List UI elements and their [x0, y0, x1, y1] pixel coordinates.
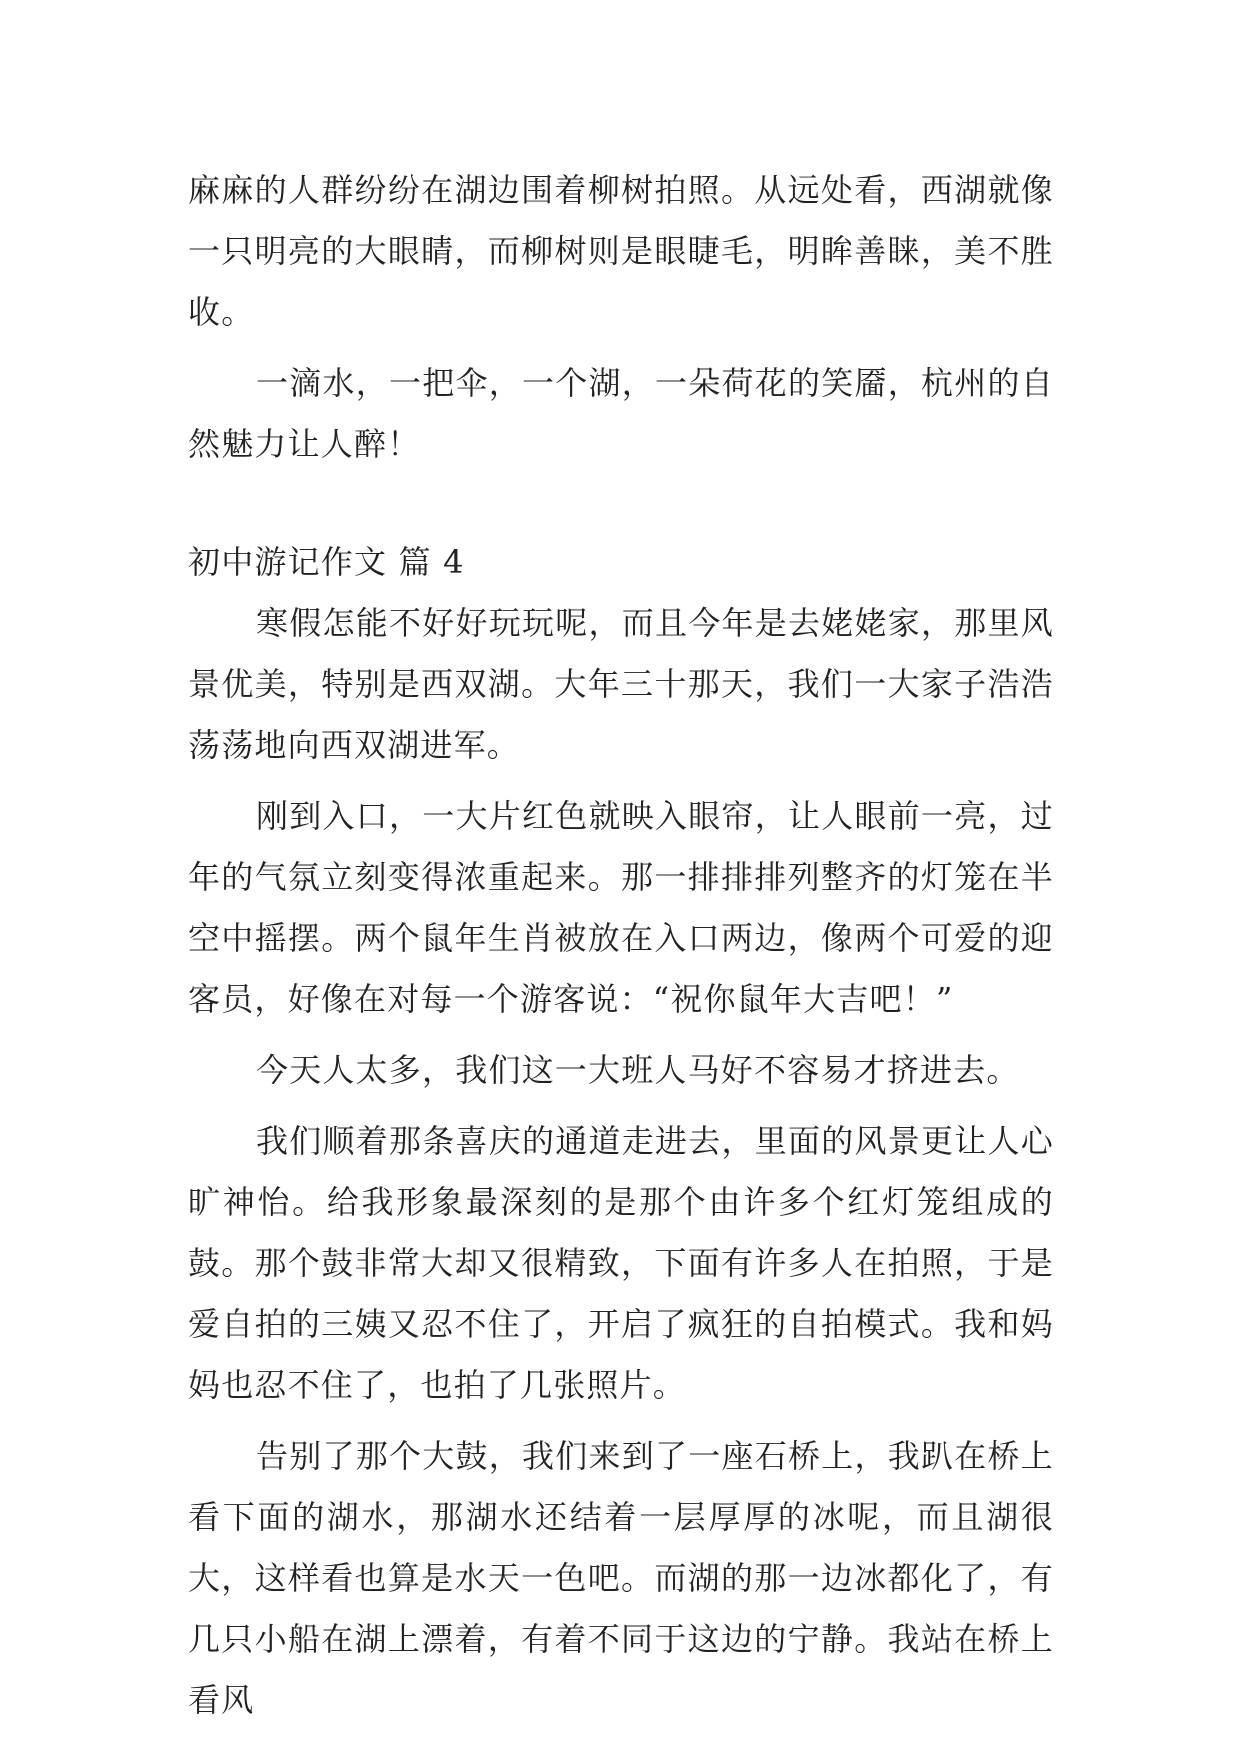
paragraph-closing: 一滴水，一把伞，一个湖，一朵荷花的笑靥，杭州的自然魅力让人醉！: [188, 364, 1054, 463]
paragraph: 告别了那个大鼓，我们来到了一座石桥上，我趴在桥上看下面的湖水，那湖水还结着一层厚厚的冰呢，而且湖很大，这样看也算是水天一色吧。而湖的那一边冰都化了，有几只小船在湖上漂着，有着不同于这边的宁静。我站在桥上看风: [188, 1437, 1054, 1719]
paragraph-continued: 麻麻的人群纷纷在湖边围着柳树拍照。从远处看，西湖就像一只明亮的大眼睛，而柳树则是眼睫毛，明眸善睐，美不胜收。: [188, 171, 1054, 331]
paragraph: 刚到入口，一大片红色就映入眼帘，让人眼前一亮，过年的气氛立刻变得浓重起来。那一排排排列整齐的灯笼在半空中摇摆。两个鼠年生肖被放在入口两边，像两个可爱的迎客员，好像在对每一个游客说：“祝你鼠年大吉吧！”: [188, 797, 1054, 1018]
paragraph: 我们顺着那条喜庆的通道走进去，里面的风景更让人心旷神怡。给我形象最深刻的是那个由许多个红灯笼组成的鼓。那个鼓非常大却又很精致，下面有许多人在拍照，于是爱自拍的三姨又忍不住了，开启了疯狂的自拍模式。我和妈妈也忍不住了，也拍了几张照片。: [188, 1122, 1054, 1404]
paragraph: 今天人太多，我们这一大班人马好不容易才挤进去。: [256, 1051, 1020, 1089]
document-body: [188, 160, 1054, 1741]
section-heading: 初中游记作文 篇 4: [188, 543, 465, 581]
paragraph: 寒假怎能不好好玩玩呢，而且今年是去姥姥家，那里风景优美，特别是西双湖。大年三十那天，我们一大家子浩浩荡荡地向西双湖进军。: [188, 604, 1054, 764]
